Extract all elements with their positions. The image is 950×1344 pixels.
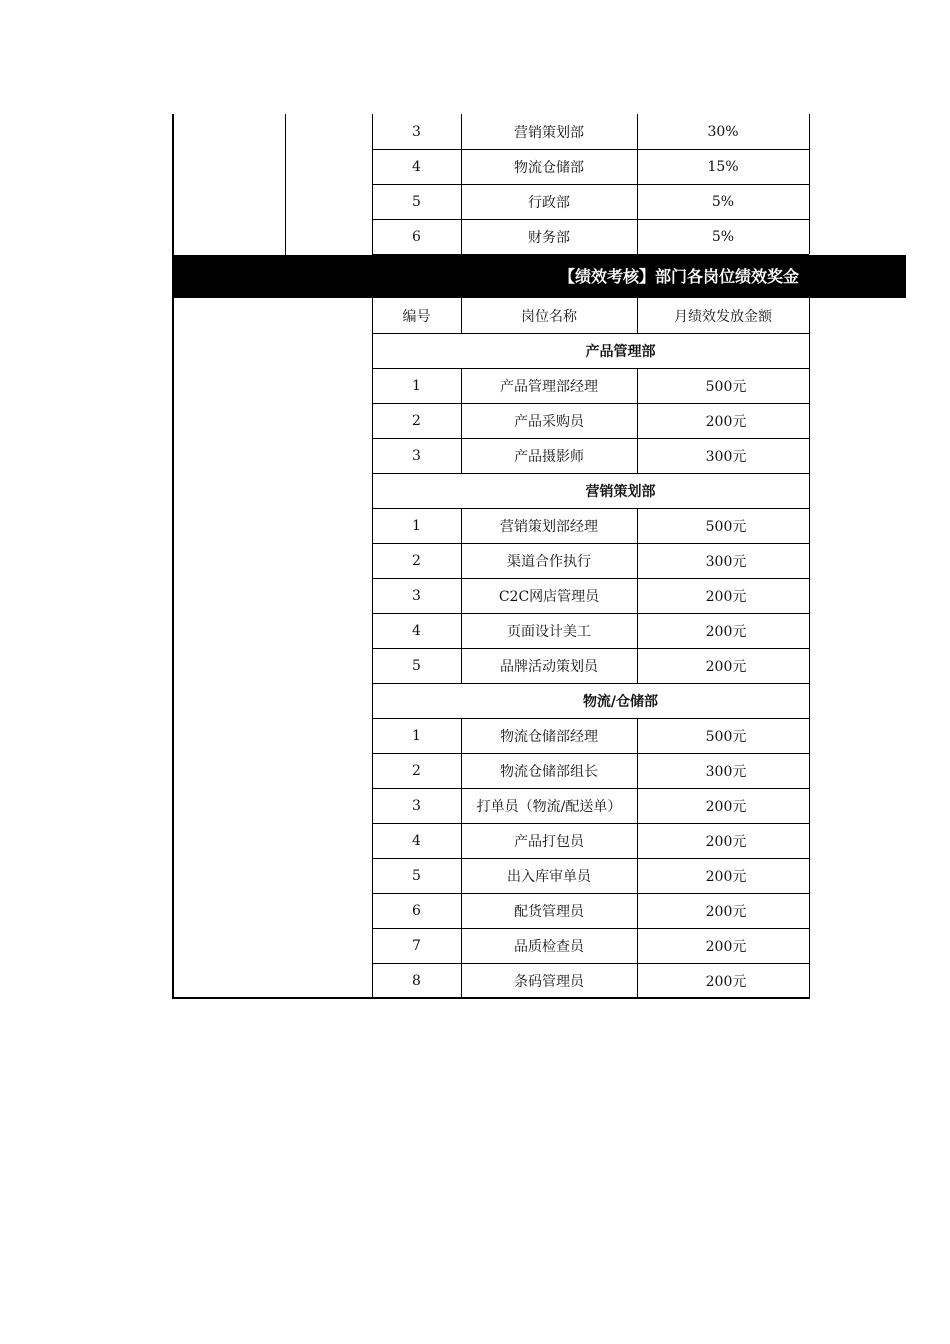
inner-left-divider <box>285 114 286 255</box>
grid-line <box>461 508 462 683</box>
post-name: 品质检查员 <box>514 938 584 955</box>
section-title: 物流/仓储部 <box>582 693 659 710</box>
bonus-amount: 300元 <box>705 553 747 570</box>
row-number: 4 <box>412 622 421 639</box>
bonus-amount: 200元 <box>705 938 747 955</box>
header-amount: 月绩效发放金额 <box>674 308 772 325</box>
post-name: 产品打包员 <box>514 833 584 850</box>
post-name: 页面设计美工 <box>507 623 591 640</box>
row-number: 5 <box>412 867 421 884</box>
row-number: 6 <box>412 902 421 919</box>
bonus-amount: 200元 <box>705 588 747 605</box>
grid-line <box>461 298 462 333</box>
bonus-amount: 200元 <box>705 798 747 815</box>
row-number: 4 <box>412 158 421 175</box>
section-banner <box>172 255 906 298</box>
ratio-value: 5% <box>711 193 735 210</box>
post-name: 营销策划部经理 <box>500 518 598 535</box>
grid-line <box>372 254 809 255</box>
row-number: 2 <box>412 412 421 429</box>
post-name: 产品管理部经理 <box>500 378 598 395</box>
row-number: 8 <box>412 972 421 989</box>
bonus-amount: 200元 <box>705 833 747 850</box>
row-number: 2 <box>412 762 421 779</box>
grid-line <box>372 298 373 998</box>
ratio-value: 5% <box>711 228 735 245</box>
bonus-amount: 200元 <box>705 658 747 675</box>
row-number: 7 <box>412 937 421 954</box>
row-number: 1 <box>412 377 421 394</box>
post-name: 物流仓储部经理 <box>500 728 598 745</box>
department-name: 物流仓储部 <box>514 159 584 176</box>
grid-line <box>372 998 809 999</box>
row-number: 1 <box>412 517 421 534</box>
row-number: 3 <box>412 797 421 814</box>
post-name: 配货管理员 <box>514 903 584 920</box>
grid-line <box>461 368 462 473</box>
bonus-amount: 200元 <box>705 973 747 990</box>
post-name: 出入库审单员 <box>507 868 591 885</box>
section-title: 营销策划部 <box>585 483 656 500</box>
row-number: 4 <box>412 832 421 849</box>
department-name: 营销策划部 <box>514 124 584 141</box>
header-post: 岗位名称 <box>521 308 577 325</box>
grid-line <box>461 718 462 998</box>
section-title: 产品管理部 <box>585 343 656 360</box>
bonus-amount: 500元 <box>705 518 747 535</box>
post-name: 产品采购员 <box>514 413 584 430</box>
post-name: 品牌活动策划员 <box>500 658 598 675</box>
row-number: 3 <box>412 447 421 464</box>
grid-line <box>637 508 638 683</box>
bonus-amount: 500元 <box>705 378 747 395</box>
ratio-value: 30% <box>707 123 739 140</box>
department-name: 行政部 <box>528 194 570 211</box>
left-border <box>172 114 174 999</box>
row-number: 5 <box>412 193 421 210</box>
post-name: 打单员（物流/配送单） <box>476 798 622 815</box>
post-name: C2C网店管理员 <box>498 588 600 605</box>
row-number: 3 <box>412 123 421 140</box>
grid-line <box>637 718 638 998</box>
bonus-amount: 200元 <box>705 413 747 430</box>
post-name: 产品摄影师 <box>514 448 584 465</box>
bonus-amount: 300元 <box>705 763 747 780</box>
grid-line <box>637 368 638 473</box>
post-name: 渠道合作执行 <box>507 553 591 570</box>
bonus-amount: 200元 <box>705 903 747 920</box>
grid-line <box>637 298 638 333</box>
row-number: 5 <box>412 657 421 674</box>
grid-line <box>809 114 810 254</box>
row-number: 3 <box>412 587 421 604</box>
bonus-amount: 200元 <box>705 623 747 640</box>
banner-title: 【绩效考核】部门各岗位绩效奖金 <box>559 267 800 286</box>
post-name: 条码管理员 <box>514 973 584 990</box>
bonus-amount: 500元 <box>705 728 747 745</box>
row-number: 2 <box>412 552 421 569</box>
row-number: 6 <box>412 228 421 245</box>
row-number: 1 <box>412 727 421 744</box>
bonus-amount: 200元 <box>705 868 747 885</box>
post-name: 物流仓储部组长 <box>500 763 598 780</box>
department-name: 财务部 <box>528 229 570 246</box>
ratio-value: 15% <box>707 158 739 175</box>
bonus-amount: 300元 <box>705 448 747 465</box>
header-no: 编号 <box>402 308 431 325</box>
grid-line <box>809 298 810 998</box>
